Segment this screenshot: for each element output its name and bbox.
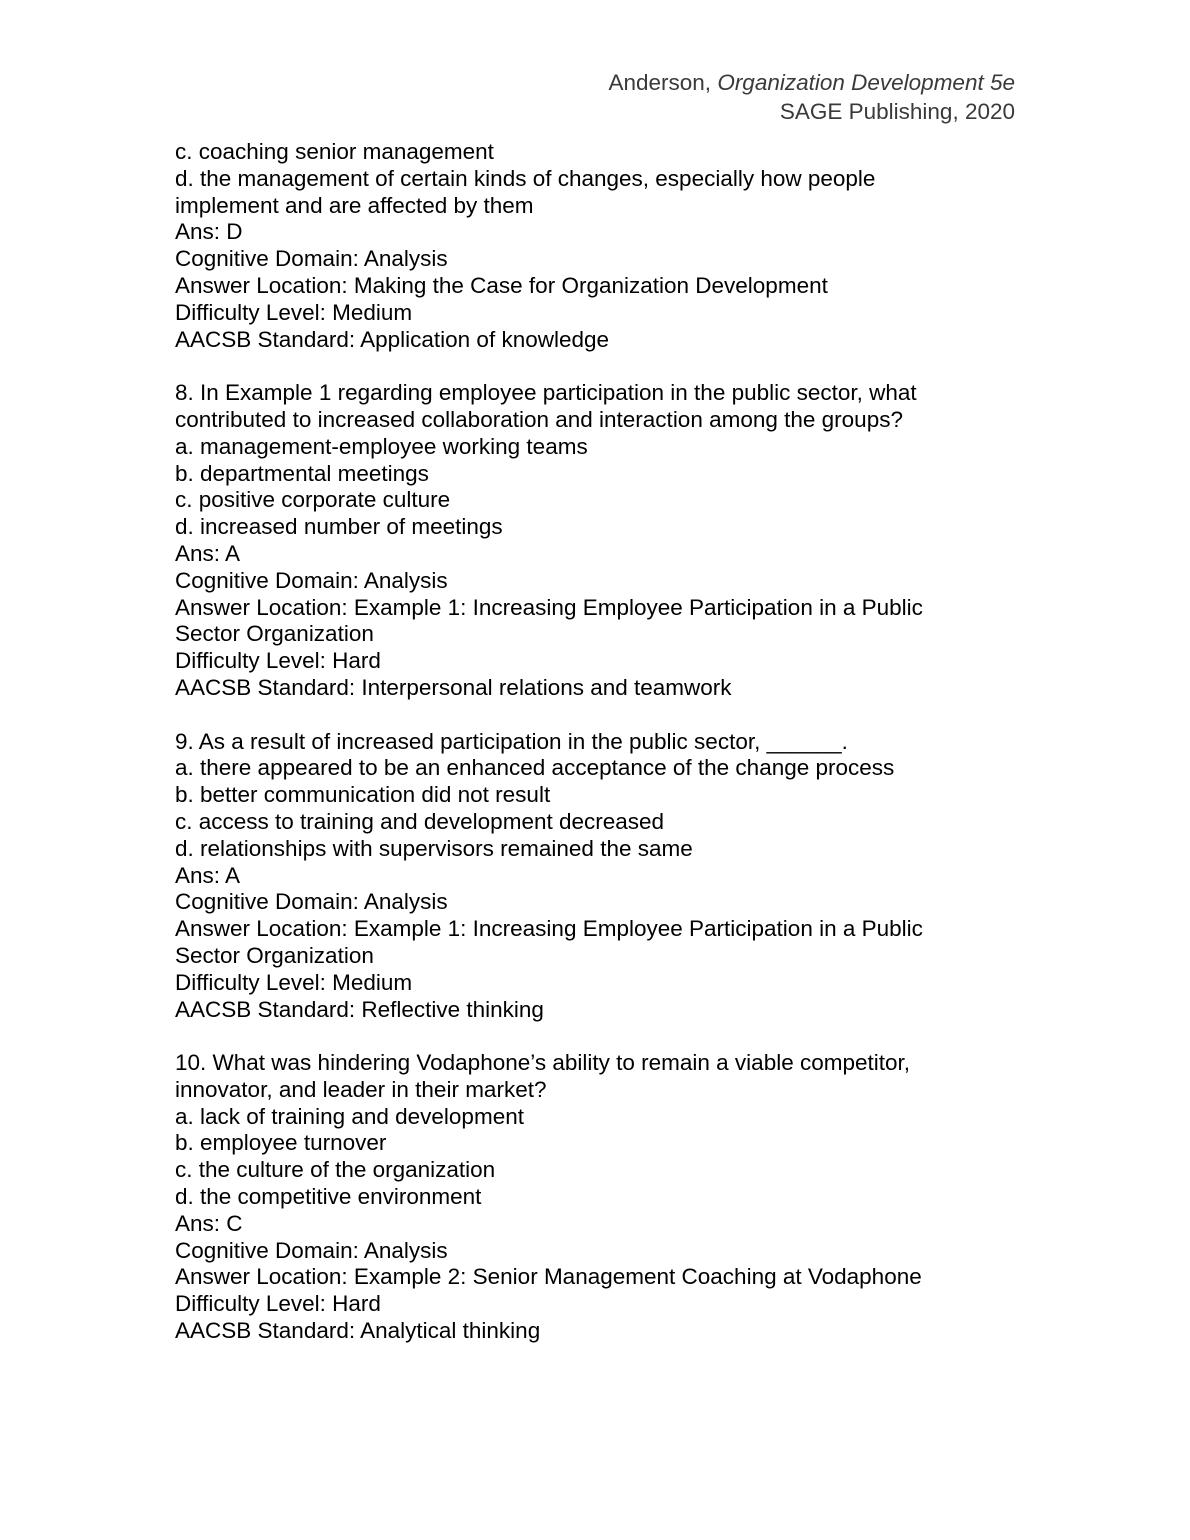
answer-location: Answer Location: Making the Case for Organization Development: [175, 272, 828, 298]
cognitive-domain: Cognitive Domain: Analysis: [175, 246, 448, 272]
question-stem: 10. What was hindering Vodaphone’s ability to remain a viable competitor,: [175, 1050, 911, 1076]
aacsb-standard: AACSB Standard: Application of knowledge: [175, 326, 610, 352]
cognitive-domain: Cognitive Domain: Analysis: [175, 1237, 448, 1263]
option-d: d. the management of certain kinds of changes, especially how people: [175, 165, 876, 191]
question-8: [175, 380, 975, 702]
aacsb-standard: AACSB Standard: Reflective thinking: [175, 996, 544, 1022]
difficulty-level: Difficulty Level: Medium: [175, 969, 413, 995]
header-publisher: SAGE Publishing, 2020: [779, 99, 1015, 124]
answer-location-continued: Sector Organization: [175, 621, 374, 647]
aacsb-standard: AACSB Standard: Analytical thinking: [175, 1318, 541, 1344]
option-c: c. coaching senior management: [175, 139, 494, 164]
difficulty-level: Difficulty Level: Hard: [175, 1291, 381, 1317]
question-10: [175, 1050, 975, 1345]
option-c: c. the culture of the organization: [175, 1157, 496, 1183]
aacsb-standard: AACSB Standard: Interpersonal relations and teamwork: [175, 674, 732, 700]
question-stem-continued: innovator, and leader in their market?: [175, 1076, 547, 1102]
option-a: a. there appeared to be an enhanced acceptance of the change process: [175, 755, 895, 781]
question-7-continuation: [175, 139, 975, 353]
question-content: [175, 139, 975, 1345]
option-d-continued: implement and are affected by them: [175, 192, 534, 218]
answer: Ans: A: [175, 862, 241, 888]
answer-location: Answer Location: Example 1: Increasing Employee Participation in a Public: [175, 916, 923, 942]
cognitive-domain: Cognitive Domain: Analysis: [175, 567, 448, 593]
cognitive-domain: Cognitive Domain: Analysis: [175, 889, 448, 915]
option-a: a. management-employee working teams: [175, 433, 588, 459]
question-stem-continued: contributed to increased collaboration and interaction among the groups?: [175, 406, 903, 432]
answer-location-continued: Sector Organization: [175, 942, 374, 968]
difficulty-level: Difficulty Level: Medium: [175, 299, 413, 325]
header-citation: [608, 68, 1015, 97]
question-stem: 9. As a result of increased participation in the public sector, ______.: [175, 728, 848, 754]
answer: Ans: A: [175, 540, 241, 566]
option-d: d. the competitive environment: [175, 1184, 482, 1210]
option-d: d. relationships with supervisors remained the same: [175, 835, 693, 861]
answer-location: Answer Location: Example 1: Increasing Employee Participation in a Public: [175, 594, 923, 620]
option-b: b. better communication did not result: [175, 782, 551, 808]
question-stem: 8. In Example 1 regarding employee participation in the public sector, what: [175, 380, 917, 406]
option-a: a. lack of training and development: [175, 1103, 524, 1129]
option-b: b. departmental meetings: [175, 460, 429, 486]
option-d: d. increased number of meetings: [175, 514, 503, 540]
header-author: Anderson,: [608, 70, 718, 95]
question-9: [175, 729, 975, 1024]
answer: Ans: C: [175, 1210, 243, 1236]
option-c: c. positive corporate culture: [175, 487, 451, 513]
page-header: [608, 68, 1015, 126]
header-book-title: Organization Development 5e: [717, 70, 1015, 95]
answer: Ans: D: [175, 219, 243, 245]
answer-location: Answer Location: Example 2: Senior Management Coaching at Vodaphone: [175, 1264, 922, 1290]
option-c: c. access to training and development decreased: [175, 808, 665, 834]
difficulty-level: Difficulty Level: Hard: [175, 648, 381, 674]
option-b: b. employee turnover: [175, 1130, 387, 1156]
